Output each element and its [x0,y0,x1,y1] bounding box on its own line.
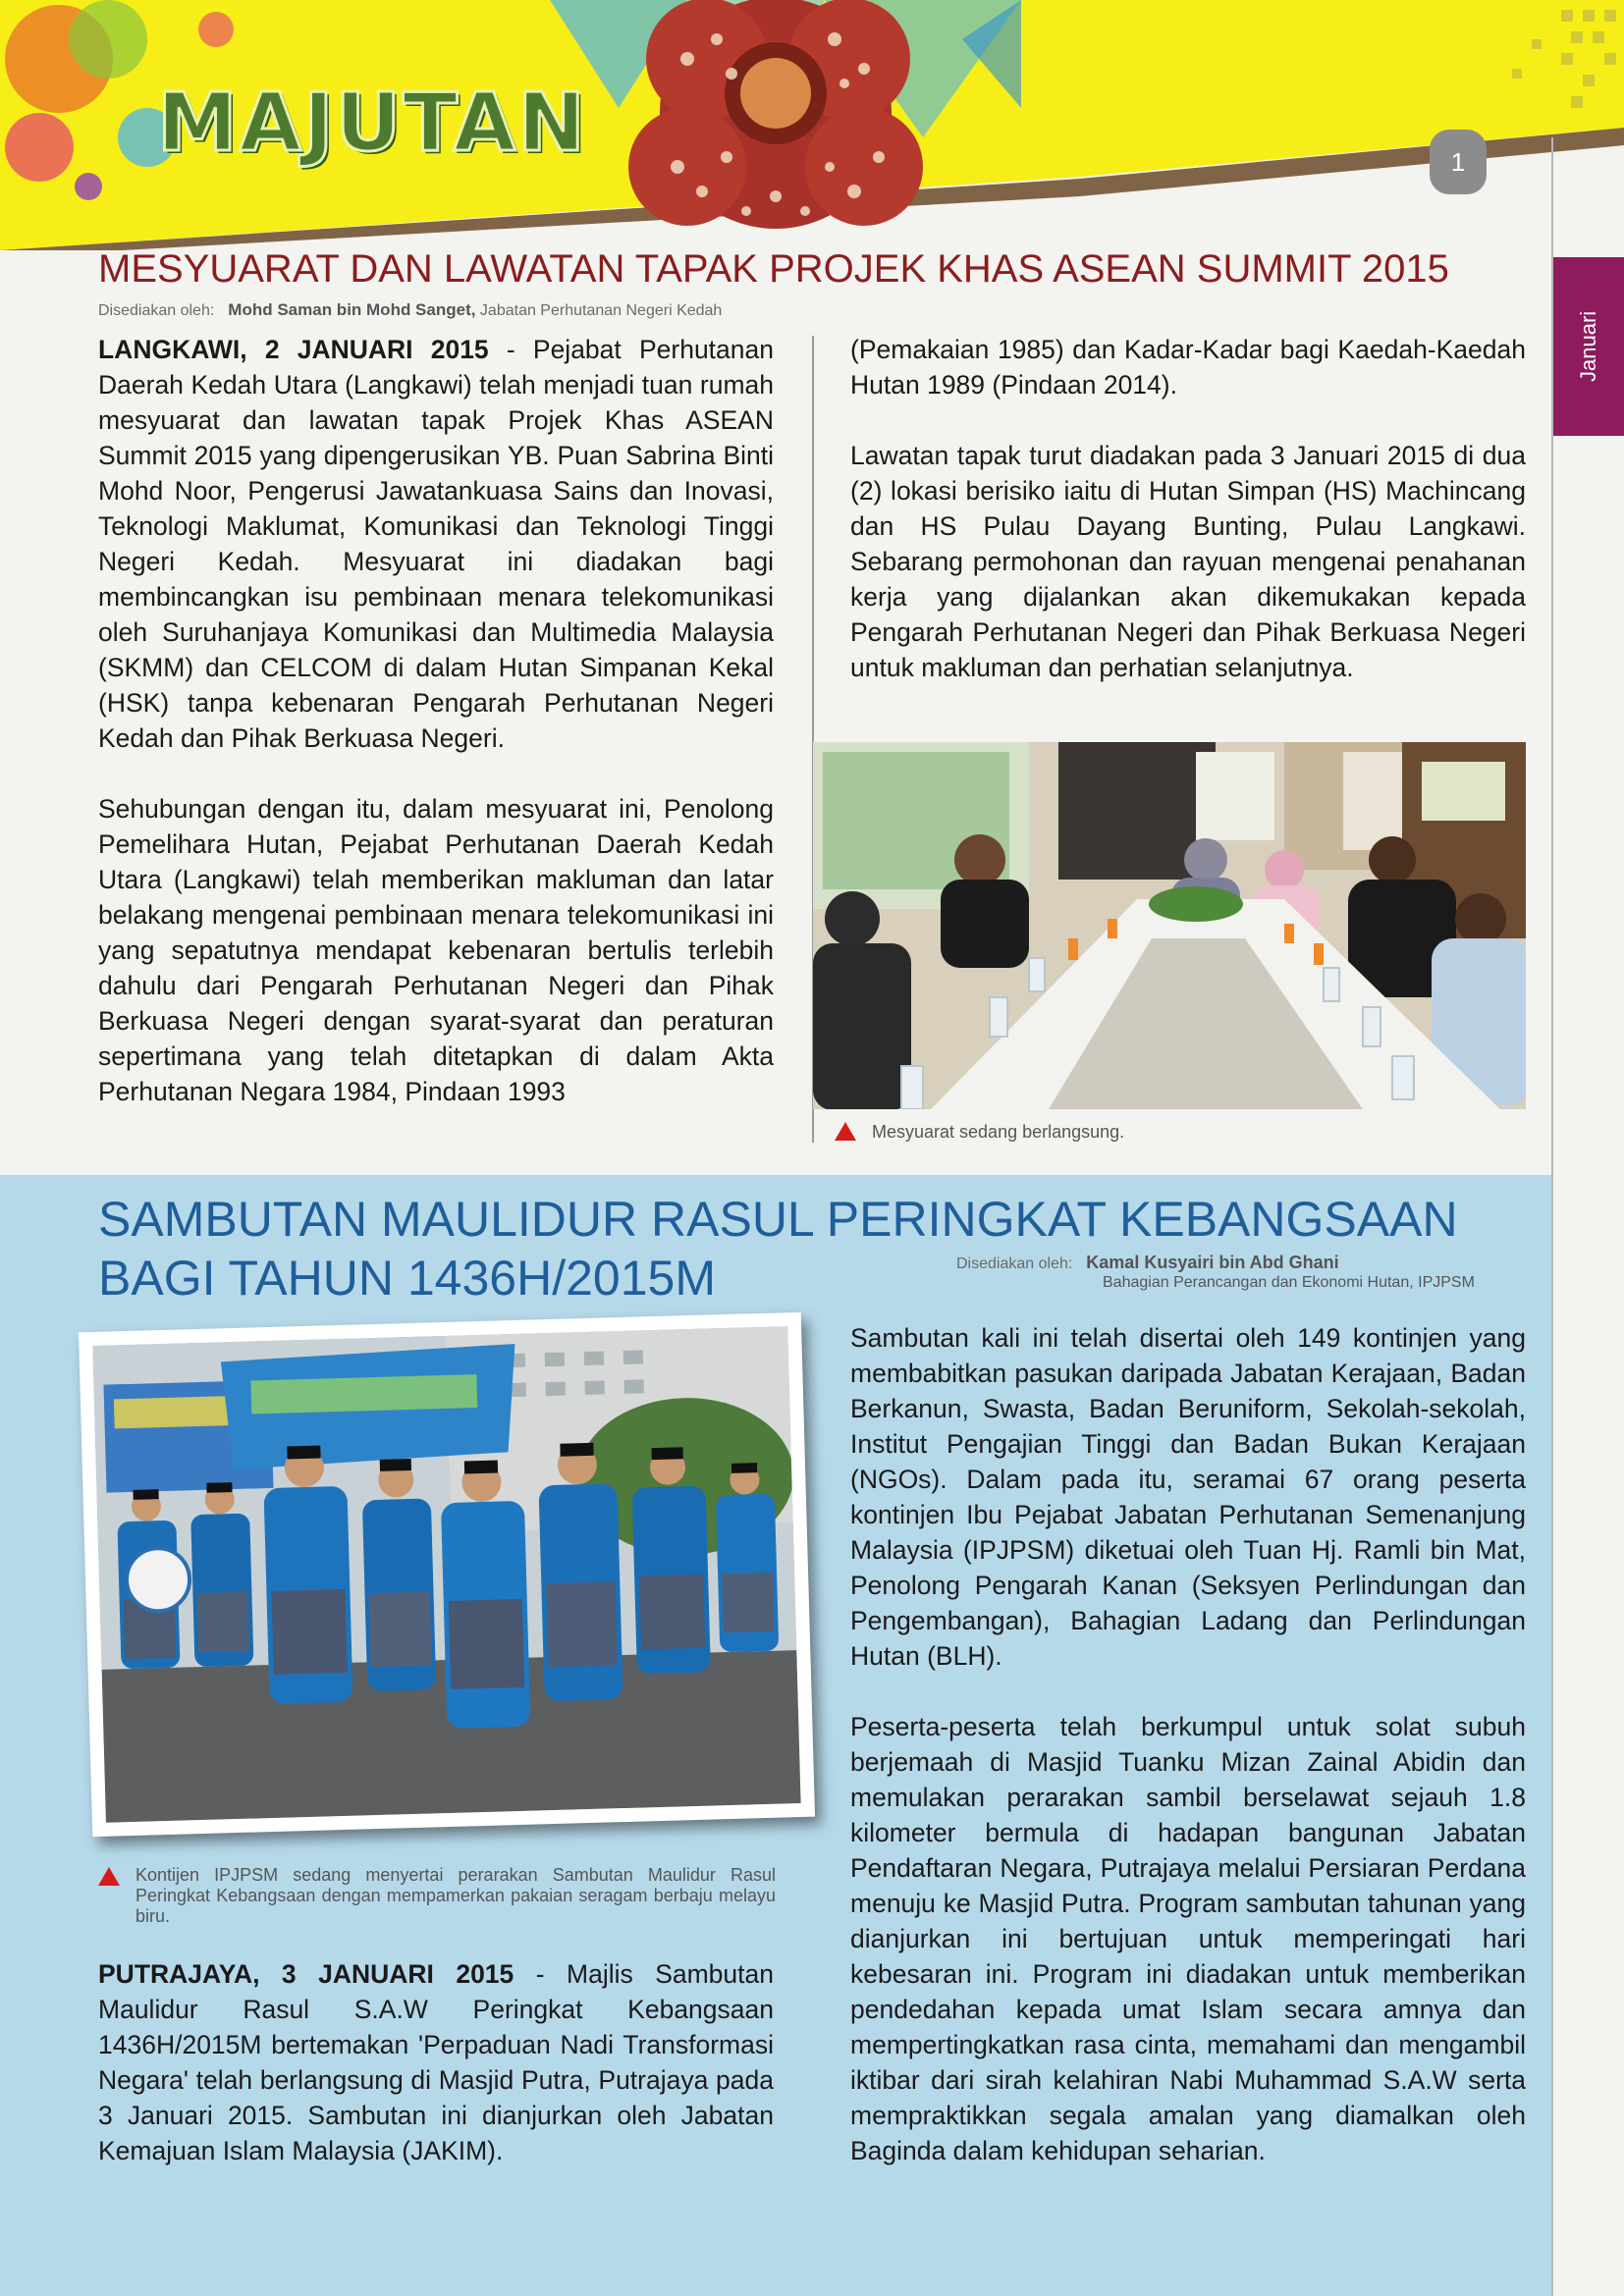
byline-label: Disediakan oleh: [98,302,215,319]
article2-column-right [850,1320,1526,2204]
month-label: Januari [1576,310,1600,383]
side-divider [1551,137,1553,2296]
procession-photo [92,1326,800,1823]
article2-title-line: SAMBUTAN MAULIDUR RASUL PERINGKAT KEBANGSAAN [98,1192,1458,1247]
article2-photo-caption: Kontijen IPJPSM sedang menyertai perarakan Sambutan Maulidur Rasul Peringkat Kebangsaan dengan mempamerkan pakaian seragam berbaju melayu biru. [135,1865,776,1926]
article1-photo-caption: Mesyuarat sedang berlangsung. [872,1122,1125,1142]
article1-dateline: LANGKAWI, 2 JANUARI 2015 [98,335,489,364]
byline-author: Mohd Saman bin Mohd Sanget, [228,300,476,319]
article1-paragraph: (Pemakaian 1985) dan Kadar-Kadar bagi Kaedah-Kaedah Hutan 1989 (Pindaan 2014). [850,335,1526,400]
article1-paragraph: Sehubungan dengan itu, dalam mesyuarat ini, Penolong Pemelihara Hutan, Pejabat Perhutanan Daerah Kedah Utara (Langkawi) telah memberikan makluman dan latar belakang mengenai pembinaan menara telekomunikasi ini yang sepatutnya mendapat kebenaran bertulis terlebih dahulu dari Pengarah Perhutanan Negeri dan Pihak Berkuasa Negeri dengan syarat-syarat dan peraturan sepertimana yang telah ditetapkan di dalam Akta Perhutanan Negara 1984, Pindaan 1993 [98,794,774,1106]
article2-paragraph: Peserta-peserta telah berkumpul untuk solat subuh berjemaah di Masjid Tuanku Mizan Zainal Abidin dan memulakan perarakan sambil berselawat sejauh 1.8 kilometer bermula di hadapan bangunan Jabatan Pendaftaran Negara, Putrajaya melalui Persiaran Perdana menuju ke Masjid Putra. Program sambutan tahunan yang dianjurkan ini bertujuan untuk memperingati hari kebesaran ini. Program ini diadakan untuk memberikan pendedahan kepada umat Islam secara amnya dan mempertingkatkan rasa cinta, memahami dan mengambil iktibar dari sirah kelahiran Nabi Muhammad S.A.W serta mempraktikkan segala amalan yang diamalkan oleh Baginda dalam kehidupan seharian. [850,1712,1526,2165]
article2-paragraph: - Majlis Sambutan Maulidur Rasul S.A.W Peringkat Kebangsaan 1436H/2015M bertemakan 'Perpaduan Nadi Transformasi Negara' telah berlangsung di Masjid Putra, Putrajaya pada 3 Januari 2015. Sambutan ini dianjurkan oleh Jabatan Kemajuan Islam Malaysia (JAKIM). [98,1959,774,2165]
article2-byline [956,1253,1475,1292]
byline-department: Jabatan Perhutanan Negeri Kedah [479,302,723,319]
article2-dateline: PUTRAJAYA, 3 JANUARI 2015 [98,1959,514,1989]
page-number-badge: 1 [1430,130,1487,194]
meeting-photo [813,742,1526,1109]
byline-department: Bahagian Perancangan dan Ekonomi Hutan, IPJPSM [1103,1274,1475,1291]
procession-photo-frame [79,1312,815,1837]
caption-marker-icon [835,1122,856,1141]
caption-marker-icon [98,1867,120,1886]
majutan-logo: MAJUTAN [157,77,587,170]
article1-title: MESYUARAT DAN LAWATAN TAPAK PROJEK KHAS ASEAN SUMMIT 2015 [98,247,1449,291]
article1-column-right [850,332,1526,721]
article2-paragraph: Sambutan kali ini telah disertai oleh 149 kontinjen yang membabitkan pasukan daripada Jabatan Kerajaan, Badan Berkanun, Swasta, Badan Beruniform, Sekolah-sekolah, Institut Pengajian Tinggi dan Badan Bukan Kerajaan (NGOs). Dalam pada itu, seramai 67 orang peserta kontinjen Ibu Pejabat Jabatan Perhutanan Semenanjung Malaysia (IPJPSM) diketuai oleh Tuan Hj. Ramli bin Mat, Penolong Pengarah Kanan (Seksyen Perlindungan dan Pengembangan), Bahagian Ladang dan Perlindungan Hutan (BLH). [850,1323,1526,1671]
article1-column-left [98,332,774,1145]
article1-paragraph: Lawatan tapak turut diadakan pada 3 Januari 2015 di dua (2) lokasi berisiko iaitu di Hutan Simpan (HS) Machincang dan HS Pulau Dayang Bunting, Pulau Langkawi. Sebarang permohonan dan rayuan mengenai penahanan kerja yang dijalankan akan dikemukakan kepada Pengarah Perhutanan Negeri dan Pihak Berkuasa Negeri untuk makluman dan perhatian selanjutnya. [850,441,1526,682]
article2-title-line: BAGI TAHUN 1436H/2015M [98,1251,716,1306]
byline-label: Disediakan oleh: [956,1255,1073,1272]
article2-column-left [98,1956,774,2204]
article1-byline [98,300,722,320]
byline-author: Kamal Kusyairi bin Abd Ghani [1086,1253,1339,1272]
rafflesia-flower-icon [628,0,923,229]
article1-paragraph: - Pejabat Perhutanan Daerah Kedah Utara (Langkawi) telah menjadi tuan rumah mesyuarat dan lawatan tapak Projek Khas ASEAN Summit 2015 yang dipengerusikan YB. Puan Sabrina Binti Mohd Noor, Pengerusi Jawatankuasa Sains dan Inovasi, Teknologi Maklumat, Komunikasi dan Teknologi Tinggi Negeri Kedah. Mesyuarat ini diadakan bagi membincangkan isu pembinaan menara telekomunikasi oleh Suruhanjaya Komunikasi dan Multimedia Malaysia (SKMM) dan CELCOM di dalam Hutan Simpanan Kekal (HSK) tanpa kebenaran Pengarah Perhutanan Negeri Kedah dan Pihak Berkuasa Negeri. [98,335,774,753]
